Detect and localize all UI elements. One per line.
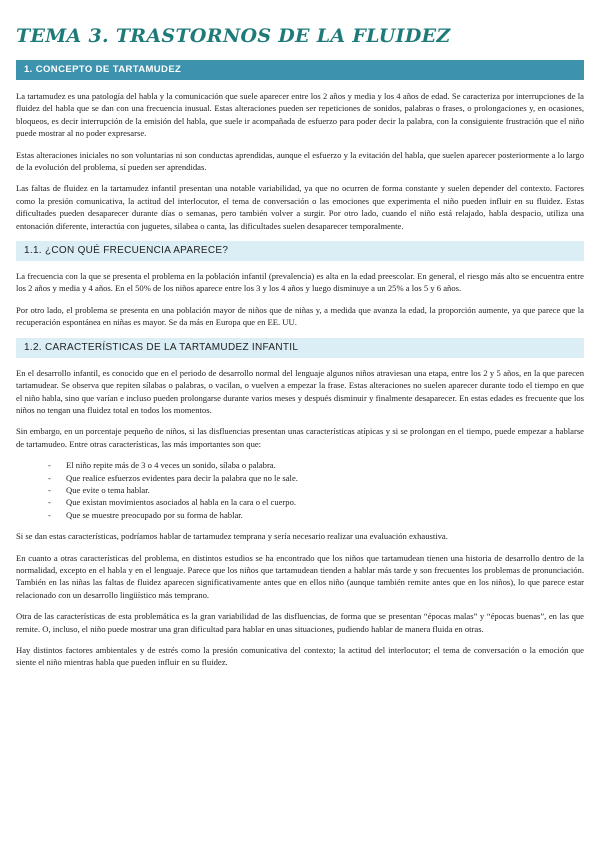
list-item-text: Que existan movimientos asociados al habla en la cara o el cuerpo. — [66, 497, 297, 508]
characteristics-list — [16, 459, 584, 521]
paragraph: Las faltas de fluidez en la tartamudez infantil presentan una notable variabilidad, ya que no ocurren de forma constante y suelen depender del contexto. Factores como la presión comunicativa, la actitud del interlocutor, el tema de conversación o las emociones que experimenta el niño pueden influir en su fluidez. Estas dificultades pueden desaparecer durante días o semanas, pero también volver a surgir. Por otro lado, cuando el niño está relajado, habla despacio, utiliza una entonación diferente, interactúa con juguetes, silabea o canta, las dificultades suelen desaparecer temporalmente. — [16, 183, 584, 231]
list-item-text: Que realice esfuerzos evidentes para decir la palabra que no le sale. — [66, 472, 298, 483]
section-heading-concepto: 1. CONCEPTO DE TARTAMUDEZ — [16, 60, 584, 80]
list-item-text: Que evite o tema hablar. — [66, 484, 150, 495]
list-dash: - — [48, 497, 51, 508]
list-dash: - — [48, 472, 51, 483]
subsection-heading-caracteristicas: 1.2. CARACTERÍSTICAS DE LA TARTAMUDEZ INFANTIL — [16, 338, 584, 358]
paragraph: Si se dan estas características, podríamos hablar de tartamudez temprana y sería necesario realizar una evaluación exhaustiva. — [16, 531, 448, 542]
list-item — [48, 472, 584, 484]
paragraph: Sin embargo, en un porcentaje pequeño de niños, si las disfluencias presentan unas características atípicas y si se prolongan en el tiempo, puede empezar a hablarse de tartamudeo. Entre otras características, las más importantes son que: — [16, 426, 584, 449]
list-item — [48, 484, 584, 496]
list-dash: - — [48, 484, 51, 495]
paragraph: En el desarrollo infantil, es conocido que en el periodo de desarrollo normal del lenguaje algunos niños atraviesan una etapa, entre los 2 y 5 años, en la que parecen tartamudear. Se observa que repiten sílabas o palabras, o vacilan, o vuelven a empezar la frase. Estas alteraciones no suelen aparecer durante todo el tiempo en que el niño habla, sino que varían e incluso pueden prolongarse durante varios meses y después disminuir y finalmente desaparecer. En estas edades es frecuente que los niños no tengan una fluidez total en todos los momentos. — [16, 367, 584, 415]
subsection-heading-frecuencia: 1.1. ¿CON QUÉ FRECUENCIA APARECE? — [16, 241, 584, 261]
list-dash: - — [48, 460, 51, 471]
paragraph: Estas alteraciones iniciales no son voluntarias ni son conductas aprendidas, aunque el esfuerzo y la evitación del habla, que suelen aparecer posteriormente a lo largo de la evolución del problema, sí pueden ser aprendidas. — [16, 149, 584, 173]
list-item — [48, 459, 584, 471]
list-item — [48, 509, 584, 521]
list-item-text: Que se muestre preocupado por su forma de hablar. — [66, 509, 243, 520]
document-title: TEMA 3. TRASTORNOS DE LA FLUIDEZ — [16, 25, 451, 47]
paragraph: La frecuencia con la que se presenta el problema en la población infantil (prevalencia) es alta en la edad preescolar. En general, el riesgo más alto se encuentra entre los 2 años y media y 4 años. En el 50% de los niños aparece entre los 3 y los 4 años y luego disminuye a un 25% a los 5 y 6 años. — [16, 271, 584, 294]
list-dash: - — [48, 509, 51, 520]
paragraph: En cuanto a otras características del problema, en distintos estudios se ha encontrado que los niños que tartamudean tienen una historia de desarrollo dentro de la normalidad, excepto en el habla y en el lenguaje. Parece que los niños que tartamudean tienden a hablar más tarde y son frecuentes los problemas de pronunciación. También en las niñas las faltas de fluidez aparecen significativamente antes que en ellos niño (aunque también remite antes que en los niños), lo que parece estar relacionado con un desarrollo lingüístico más temprano. — [16, 552, 584, 600]
paragraph: Hay distintos factores ambientales y de estrés como la presión comunicativa del contexto; la actitud del interlocutor; el tema de conversación o la emoción que siente el niño mientras habla que pueden influir en su fluidez. — [16, 645, 584, 668]
paragraph: Otra de las características de esta problemática es la gran variabilidad de las disfluencias, de forma que se presentan “épocas malas” y “épocas buenas”, en las que remite. O, incluso, el niño puede mostrar una gran dificultad para hablar en unas situaciones, pudiendo hablar de manera fluida en otras. — [16, 611, 584, 634]
paragraph: Por otro lado, el problema se presenta en una población mayor de niños que de niñas y, a medida que avanza la edad, la proporción aumente, ya que parece que la recuperación espontánea en niñas es mayor. Se da más en Europa que en EE. UU. — [16, 304, 584, 328]
list-item-text: El niño repite más de 3 o 4 veces un sonido, sílaba o palabra. — [66, 460, 276, 471]
paragraph: La tartamudez es una patología del habla y la comunicación que suele aparecer entre los 2 años y media y los 4 años de edad. Se caracteriza por interrupciones de la fluidez del habla que se dan con una frecuencia inusual. Estas alteraciones pueden ser repeticiones de sonidos, palabras o frases, o prolongaciones y, en ocasiones, bloqueos, es decir interrupción de la emisión del habla, que suele ir acompañada de esfuerzo para poder decir la palabra, con la consiguiente frustración que el niño puede mostrar al no poder expresarse. — [16, 91, 584, 139]
list-item — [48, 496, 584, 508]
